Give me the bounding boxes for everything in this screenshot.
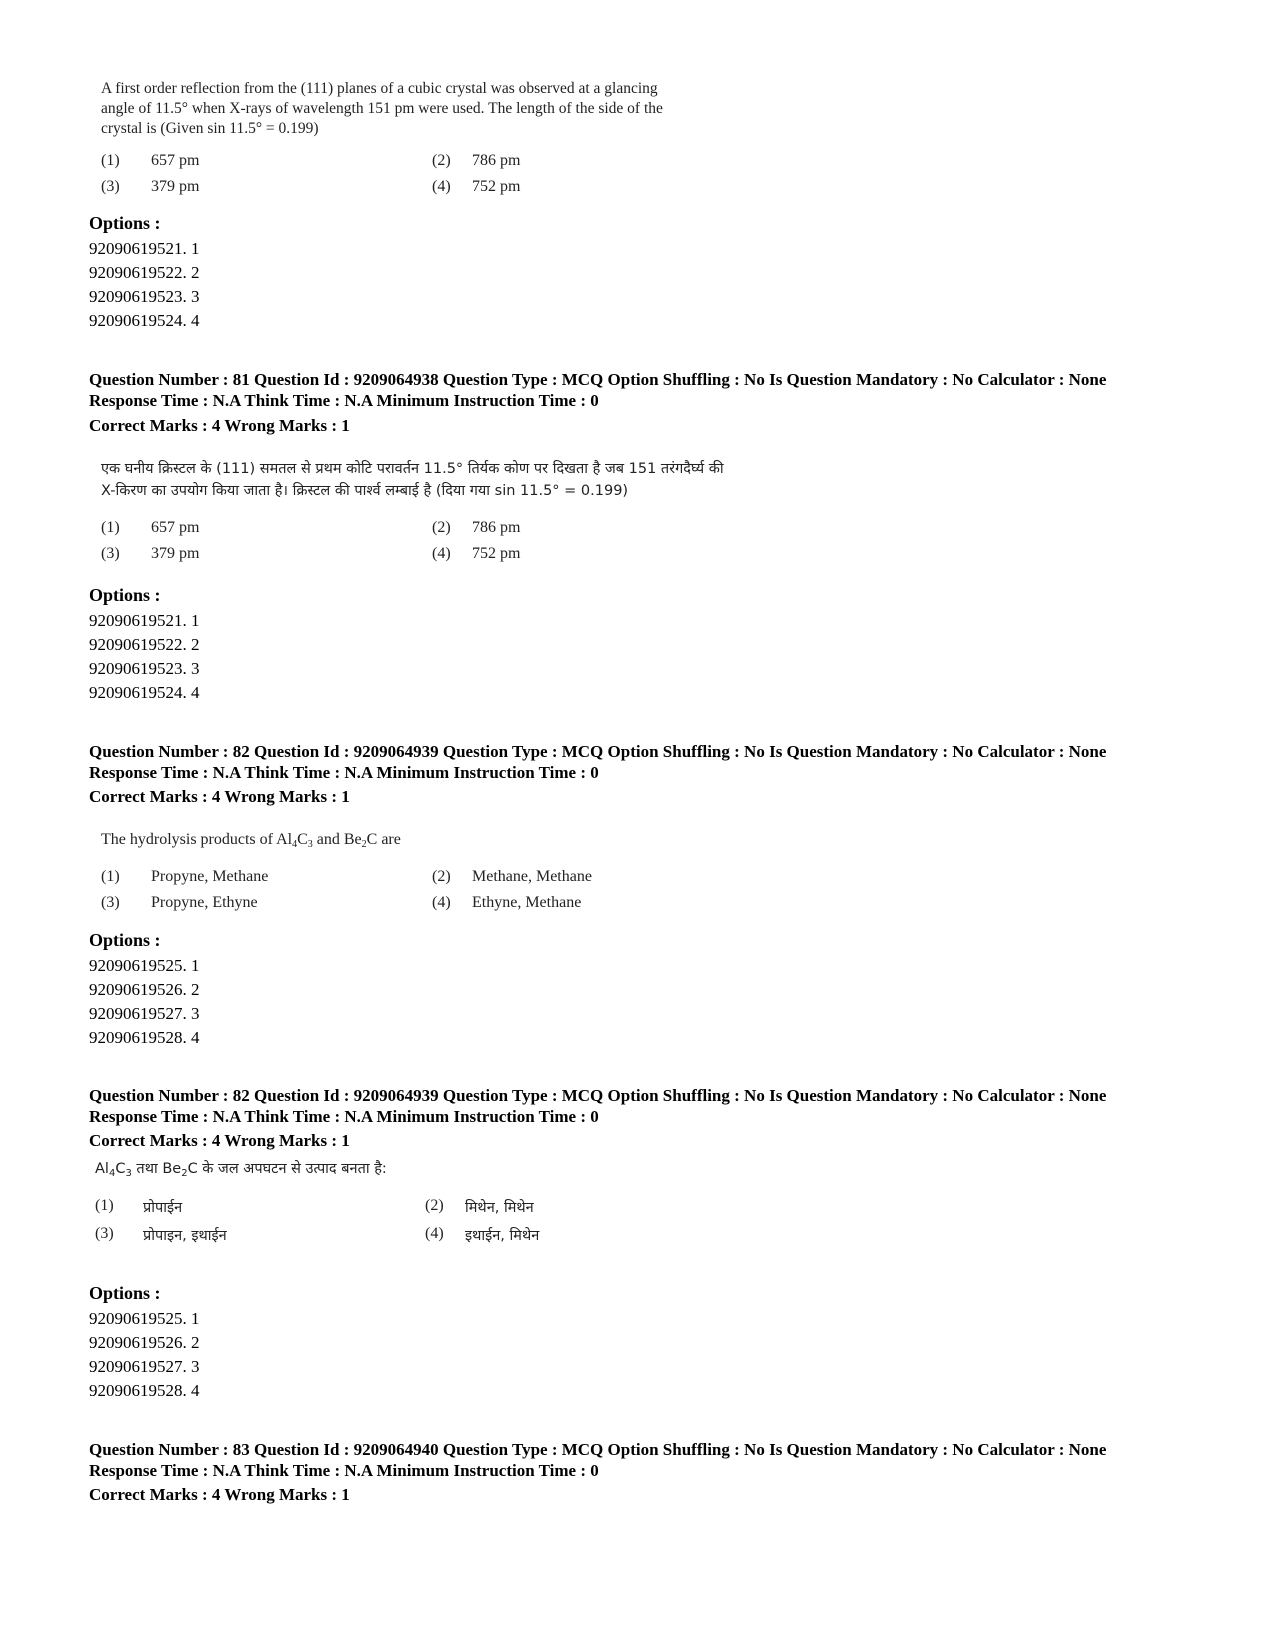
- choice-1: [101, 152, 200, 170]
- question-marks: Correct Marks : 4 Wrong Marks : 1: [89, 416, 350, 435]
- choice-4: [432, 545, 521, 563]
- option-id: 92090619521. 1: [89, 611, 200, 630]
- question-meta-line: Question Number : 81 Question Id : 9209064938 Question Type : MCQ Option Shuffling : No Is Question Mandatory : No Calculator : None: [89, 370, 1107, 389]
- choice-1: [101, 519, 200, 537]
- options-list: [89, 1307, 200, 1403]
- choice-number: (3): [95, 1225, 114, 1242]
- choice-number: (1): [95, 1197, 114, 1214]
- question-text: The hydrolysis products of Al: [101, 831, 293, 848]
- choice-number: (2): [425, 1197, 444, 1214]
- choice-number: (3): [101, 545, 120, 562]
- choice-2: [425, 1197, 534, 1216]
- question-line: A first order reflection from the (111) planes of a cubic crystal was observed at a glancing: [101, 80, 658, 97]
- question-meta-line: Question Number : 83 Question Id : 9209064940 Question Type : MCQ Option Shuffling : No Is Question Mandatory : No Calculator : None: [89, 1440, 1107, 1459]
- choice-number: (4): [432, 178, 451, 195]
- question-line: X-किरण का उपयोग किया जाता है। क्रिस्टल की पार्श्व लम्बाई है (दिया गया sin 11.5° = 0.199): [101, 483, 629, 499]
- choice-3: [101, 894, 258, 912]
- question-marks: Correct Marks : 4 Wrong Marks : 1: [89, 1131, 350, 1150]
- question-line: angle of 11.5° when X-rays of wavelength 151 pm were used. The length of the side of the: [101, 100, 663, 117]
- choice-number: (4): [432, 545, 451, 562]
- option-id: 92090619523. 3: [89, 659, 200, 678]
- choice-text: 752 pm: [472, 178, 521, 195]
- subscript: 2: [181, 1168, 188, 1179]
- option-id: 92090619528. 4: [89, 1028, 200, 1047]
- choice-2: [432, 152, 521, 170]
- question-line: [95, 1159, 387, 1184]
- question-text: C are: [366, 831, 401, 848]
- option-id: 92090619526. 2: [89, 1333, 200, 1352]
- subscript: 4: [292, 839, 298, 850]
- option-id: 92090619525. 1: [89, 1309, 200, 1328]
- choice-text: 752 pm: [472, 545, 521, 562]
- options-list: [89, 954, 200, 1050]
- choice-4: [432, 894, 582, 912]
- choice-text: Ethyne, Methane: [472, 894, 582, 911]
- choice-3: [101, 545, 200, 563]
- choice-text: प्रोपाइन, इथाईन: [143, 1228, 227, 1244]
- question-marks: Correct Marks : 4 Wrong Marks : 1: [89, 787, 350, 806]
- option-id: 92090619525. 1: [89, 956, 200, 975]
- choice-3: [101, 178, 200, 196]
- choice-1: [95, 1197, 183, 1216]
- options-heading: Options :: [89, 213, 161, 233]
- option-id: 92090619522. 2: [89, 635, 200, 654]
- choice-number: (3): [101, 894, 120, 911]
- question-text: C के जल अपघटन से उत्पाद बनता है:: [187, 1161, 387, 1177]
- options-list: [89, 237, 200, 333]
- question-meta: [89, 370, 1106, 411]
- question-meta: [89, 1086, 1106, 1127]
- choice-number: (3): [101, 178, 120, 195]
- option-id: 92090619526. 2: [89, 980, 200, 999]
- choice-text: 657 pm: [151, 519, 200, 536]
- option-id: 92090619527. 3: [89, 1357, 200, 1376]
- question-line: crystal is (Given sin 11.5° = 0.199): [101, 120, 319, 137]
- choice-text: 786 pm: [472, 519, 521, 536]
- option-id: 92090619521. 1: [89, 239, 200, 258]
- subscript: 3: [125, 1168, 132, 1179]
- option-id: 92090619524. 4: [89, 311, 200, 330]
- question-line: [101, 830, 401, 855]
- choice-number: (2): [432, 152, 451, 169]
- choice-2: [432, 519, 521, 537]
- subscript: 3: [307, 839, 313, 850]
- choice-number: (4): [425, 1225, 444, 1242]
- choice-number: (1): [101, 519, 120, 536]
- choice-number: (1): [101, 868, 120, 885]
- choice-number: (2): [432, 868, 451, 885]
- choice-text: Methane, Methane: [472, 868, 592, 885]
- choice-text: 379 pm: [151, 545, 200, 562]
- question-text: C: [297, 831, 308, 848]
- option-id: 92090619522. 2: [89, 263, 200, 282]
- question-marks: Correct Marks : 4 Wrong Marks : 1: [89, 1485, 350, 1504]
- question-text: C: [115, 1161, 126, 1177]
- subscript: 2: [361, 839, 367, 850]
- option-id: 92090619528. 4: [89, 1381, 200, 1400]
- choice-3: [95, 1225, 227, 1244]
- question-text: and Be: [312, 831, 362, 848]
- choice-text: 657 pm: [151, 152, 200, 169]
- choice-text: प्रोपाईन: [143, 1200, 183, 1216]
- options-list: [89, 609, 200, 705]
- question-meta: [89, 742, 1106, 783]
- choice-number: (1): [101, 152, 120, 169]
- question-meta-line: Question Number : 82 Question Id : 9209064939 Question Type : MCQ Option Shuffling : No Is Question Mandatory : No Calculator : None: [89, 1086, 1107, 1105]
- question-meta-line: Response Time : N.A Think Time : N.A Minimum Instruction Time : 0: [89, 762, 599, 782]
- question-text: तथा Be: [131, 1161, 182, 1177]
- choice-text: 379 pm: [151, 178, 200, 195]
- question-text: Al: [95, 1161, 109, 1177]
- options-heading: Options :: [89, 1283, 161, 1303]
- choice-text: Propyne, Ethyne: [151, 894, 258, 911]
- options-heading: Options :: [89, 585, 161, 605]
- option-id: 92090619524. 4: [89, 683, 200, 702]
- choice-number: (2): [432, 519, 451, 536]
- choice-number: (4): [432, 894, 451, 911]
- choice-1: [101, 868, 269, 886]
- choice-text: Propyne, Methane: [151, 868, 269, 885]
- question-line: एक घनीय क्रिस्टल के (111) समतल से प्रथम कोटि परावर्तन 11.5° तिर्यक कोण पर दिखता है जब 151 तरंगदैर्घ्य की: [101, 461, 724, 477]
- question-meta-line: Response Time : N.A Think Time : N.A Minimum Instruction Time : 0: [89, 390, 599, 410]
- question-meta-line: Response Time : N.A Think Time : N.A Minimum Instruction Time : 0: [89, 1460, 599, 1480]
- choice-text: मिथेन, मिथेन: [465, 1200, 534, 1216]
- choice-2: [432, 868, 592, 886]
- subscript: 4: [108, 1168, 116, 1179]
- choice-text: इथाईन, मिथेन: [465, 1228, 540, 1244]
- choice-4: [425, 1225, 540, 1244]
- options-heading: Options :: [89, 930, 161, 950]
- question-meta: [89, 1440, 1106, 1481]
- option-id: 92090619527. 3: [89, 1004, 200, 1023]
- question-meta-line: Question Number : 82 Question Id : 9209064939 Question Type : MCQ Option Shuffling : No Is Question Mandatory : No Calculator : None: [89, 742, 1107, 761]
- choice-text: 786 pm: [472, 152, 521, 169]
- question-meta-line: Response Time : N.A Think Time : N.A Minimum Instruction Time : 0: [89, 1106, 599, 1126]
- choice-4: [432, 178, 521, 196]
- option-id: 92090619523. 3: [89, 287, 200, 306]
